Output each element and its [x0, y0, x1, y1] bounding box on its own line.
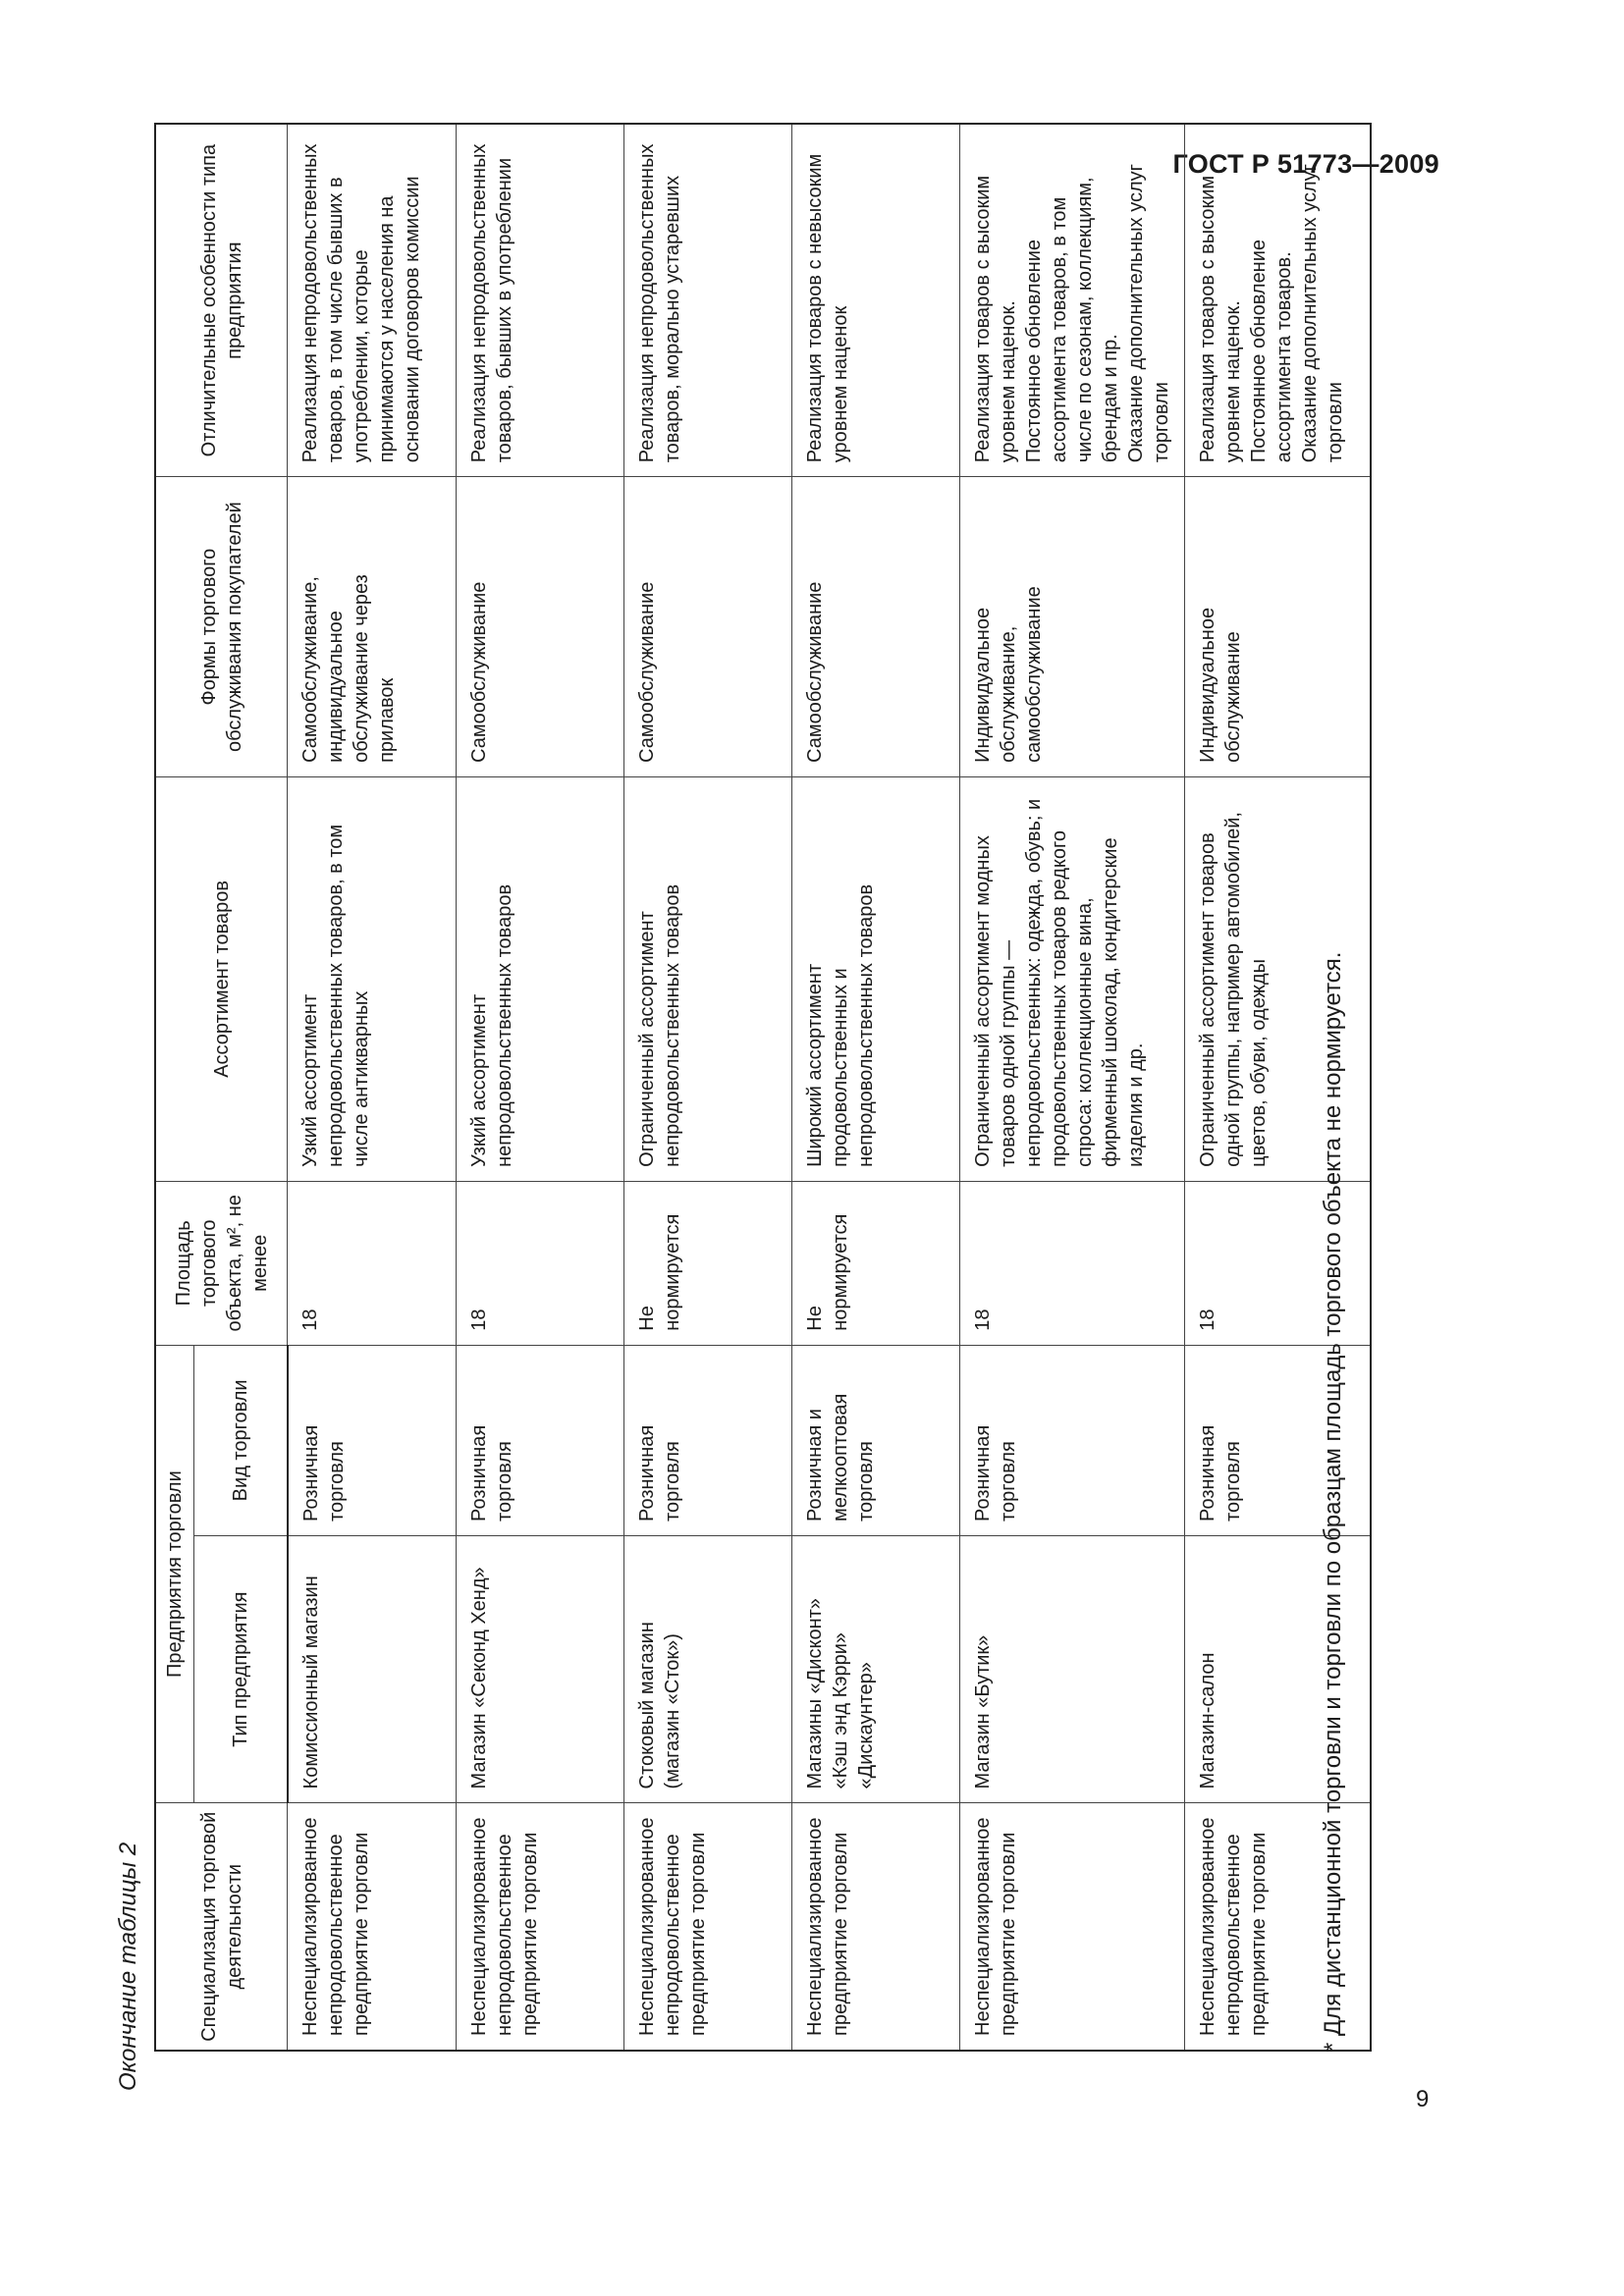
cell-service-forms: Самообслуживание, индивидуальное обслуживание через прилавок: [288, 477, 457, 777]
cell-specialization: Неспециализированное непродовольственное предприятие торговли: [1184, 1803, 1371, 2051]
document-code: ГОСТ Р 51773—2009: [1172, 149, 1439, 179]
cell-area: 18: [1184, 1181, 1371, 1345]
header-enterprises-group: Предприятия торговли: [155, 1345, 194, 1803]
cell-kind: Розничная торговля: [288, 1345, 457, 1535]
cell-features: [1184, 124, 1371, 477]
cell-type: Стоковый магазин (магазин «Сток»): [623, 1535, 791, 1802]
cell-type: Магазины «Дисконт» «Кэш энд Кэрри» «Дискаунтер»: [791, 1535, 959, 1802]
cell-kind: Розничная и мелкооптовая торговля: [791, 1345, 959, 1535]
cell-kind: Розничная торговля: [456, 1345, 623, 1535]
cell-kind: Розничная торговля: [623, 1345, 791, 1535]
cell-type: Магазин-салон: [1184, 1535, 1371, 1802]
table-footnote: * Для дистанционной торговли и торговли по образцам площадь торгового объекта не нормируется.: [1320, 951, 1346, 2052]
table-row: [791, 124, 959, 2051]
header-specialization: Специализация торговой деятельности: [155, 1803, 288, 2051]
header-kind: Вид торговли: [194, 1345, 288, 1535]
cell-area: Не нормируется: [623, 1181, 791, 1345]
feature-line: Оказание дополнительных услуг торговли: [1298, 164, 1346, 463]
feature-line: Оказание дополнительных услуг торговли: [1124, 164, 1172, 463]
table-row: [456, 124, 623, 2051]
cell-service-forms: Самообслуживание: [456, 477, 623, 777]
cell-service-forms: Самообслуживание: [623, 477, 791, 777]
cell-specialization: Неспециализированное непродовольственное предприятие торговли: [288, 1803, 457, 2051]
cell-area: 18: [288, 1181, 457, 1345]
feature-line: Постоянное обновление ассортимента товаров, в том числе по сезонам, коллекциям, брендам и пр.: [1022, 177, 1121, 463]
cell-type: Магазин «Бутик»: [959, 1535, 1184, 1802]
cell-assortment: Узкий ассортимент непродовольственных товаров: [456, 776, 623, 1181]
table-row: [959, 124, 1184, 2051]
header-service-forms: Формы торгового обслуживания покупателей: [155, 477, 288, 777]
cell-type: Магазин «Секонд Хенд»: [456, 1535, 623, 1802]
feature-line: Реализация товаров с высоким уровнем наценок.: [1196, 175, 1244, 463]
header-type: Тип предприятия: [194, 1535, 288, 1802]
cell-assortment: Ограниченный ассортимент модных товаров одной группы — непродовольственных: одежда, обувь; и продовольственных товаров редкого спроса: коллекционные вина, фирменный шоколад, кондитерские изделия и др.: [959, 776, 1184, 1181]
rotated-table-sheet: [110, 123, 1411, 2096]
cell-features: Реализация непродовольственных товаров, в том числе бывших в употреблении, которые принимаются у населения на основании договоров комиссии: [288, 124, 457, 477]
cell-area: Не нормируется: [791, 1181, 959, 1345]
cell-service-forms: Индивидуальное обслуживание: [1184, 477, 1371, 777]
header-assortment: Ассортимент товаров: [155, 776, 288, 1181]
cell-service-forms: Самообслуживание: [791, 477, 959, 777]
cell-assortment: Ограниченный ассортимент товаров одной группы, например автомобилей, цветов, обуви, одежды: [1184, 776, 1371, 1181]
cell-kind: Розничная торговля: [1184, 1345, 1371, 1535]
table-caption: Окончание таблицы 2: [115, 1842, 141, 2091]
cell-area: 18: [456, 1181, 623, 1345]
cell-features: Реализация товаров с невысоким уровнем наценок: [791, 124, 959, 477]
cell-kind: Розничная торговля: [959, 1345, 1184, 1535]
cell-specialization: Неспециализированное непродовольственное предприятие торговли: [623, 1803, 791, 2051]
cell-assortment: Широкий ассортимент продовольственных и непродовольственных товаров: [791, 776, 959, 1181]
cell-type: Комиссионный магазин: [288, 1535, 457, 1802]
cell-area: 18: [959, 1181, 1184, 1345]
cell-features: [959, 124, 1184, 477]
header-features: Отличительные особенности типа предприятия: [155, 124, 288, 477]
table-row: [288, 124, 457, 2051]
cell-features: Реализация непродовольственных товаров, бывших в употреблении: [456, 124, 623, 477]
cell-service-forms: Индивидуальное обслуживание, самообслуживание: [959, 477, 1184, 777]
page-number: 9: [1416, 2086, 1430, 2112]
header-area: Площадь торгового объекта, м², не менее: [155, 1181, 288, 1345]
enterprise-types-table: [154, 123, 1372, 2052]
cell-specialization: Неспециализированное предприятие торговли: [791, 1803, 959, 2051]
table-row: [623, 124, 791, 2051]
feature-line: Реализация товаров с высоким уровнем наценок.: [971, 175, 1019, 463]
feature-line: Постоянное обновление ассортимента товаров.: [1247, 239, 1295, 463]
cell-specialization: Неспециализированное непродовольственное предприятие торговли: [456, 1803, 623, 2051]
cell-specialization: Неспециализированное предприятие торговли: [959, 1803, 1184, 2051]
cell-assortment: Узкий ассортимент непродовольственных товаров, в том числе антикварных: [288, 776, 457, 1181]
cell-features: Реализация непродовольственных товаров, морально устаревших: [623, 124, 791, 477]
cell-assortment: Ограниченный ассортимент непродовольственных товаров: [623, 776, 791, 1181]
